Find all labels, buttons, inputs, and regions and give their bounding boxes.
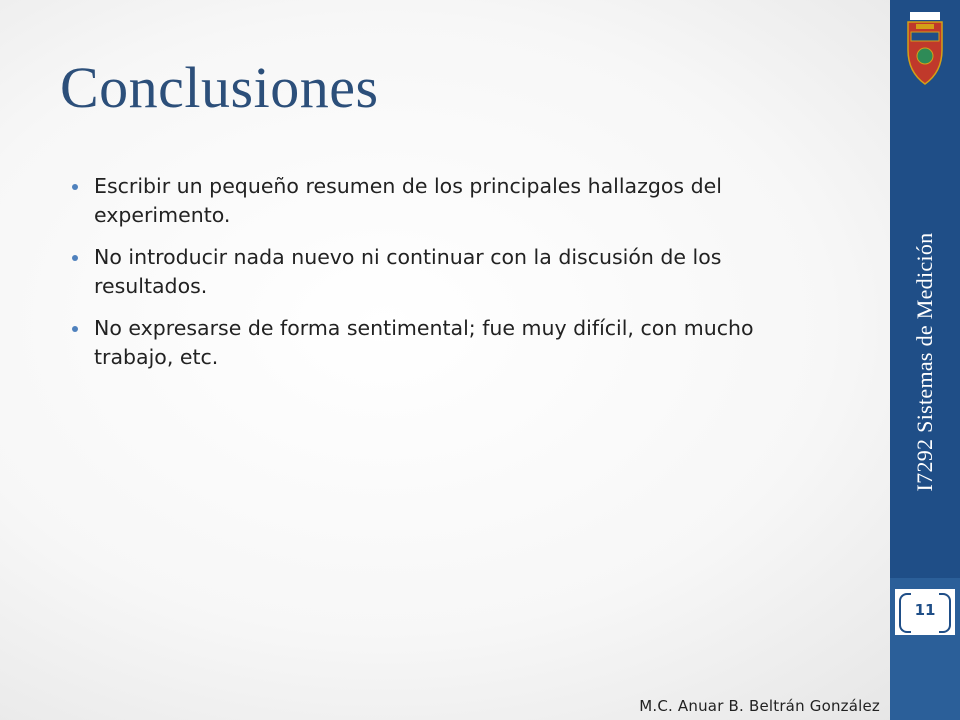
bullet-list	[72, 172, 832, 385]
course-title: I7292 Sistemas de Medición	[912, 232, 937, 492]
sidebar	[890, 0, 960, 720]
bullet-text: No introducir nada nuevo ni continuar con la discusión de los resultados.	[94, 245, 722, 298]
right-bracket-icon	[939, 593, 951, 633]
bullet-text: No expresarse de forma sentimental; fue muy difícil, con mucho trabajo, etc.	[94, 316, 754, 369]
bullet-item	[72, 172, 832, 230]
page-number-box	[895, 589, 955, 635]
university-crest-icon	[902, 10, 948, 90]
footer-author: M.C. Anuar B. Beltrán González	[639, 697, 880, 715]
bullet-text: Escribir un pequeño resumen de los principales hallazgos del experimento.	[94, 174, 722, 227]
bullet-dot-icon	[72, 184, 78, 190]
bullet-item	[72, 314, 832, 372]
bullet-dot-icon	[72, 326, 78, 332]
bullet-item	[72, 243, 832, 301]
bullet-dot-icon	[72, 255, 78, 261]
slide-title: Conclusiones	[60, 55, 379, 120]
page-number: 11	[914, 601, 936, 619]
